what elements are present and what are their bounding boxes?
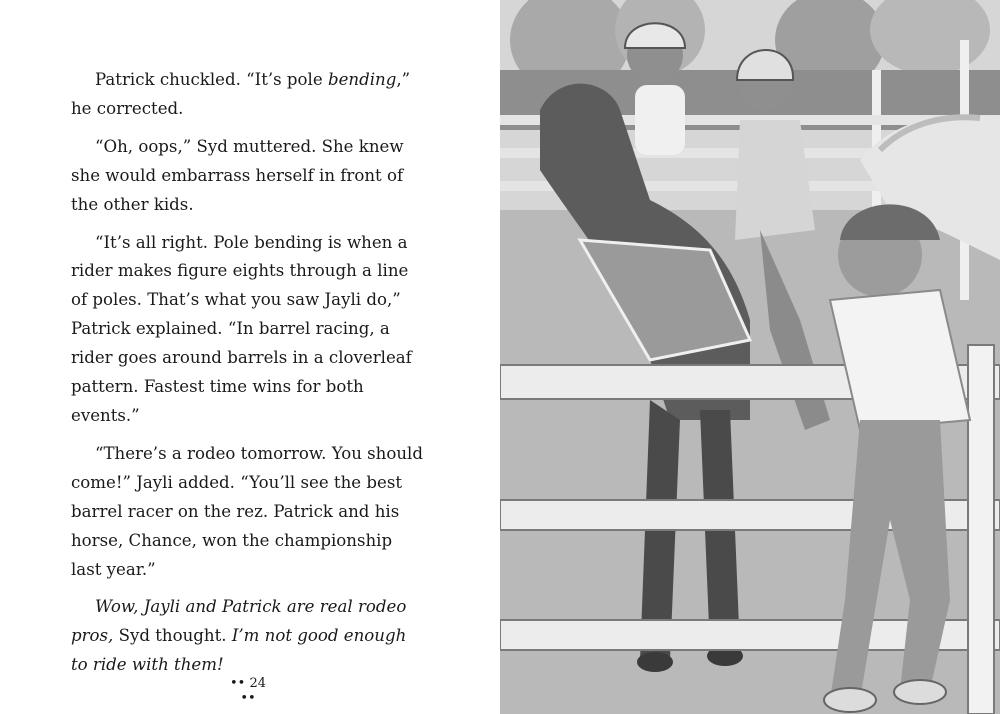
girl-shoe [894, 680, 946, 704]
text-span: “There’s a rodeo tomorrow. You should come!” Jayli added. “You’ll see the best barrel racer on the rez. Patrick and his horse, Chance, won the championship last year.” [71, 443, 423, 579]
fence-post [968, 345, 994, 714]
text-span: “It’s all right. Pole bending is when a rider makes figure eights through a line of poles. That’s what you saw Jayli do,” Patrick explained. “In barrel racing, a rider goes around barrels in a cloverleaf pattern. Fastest time wins for both events.” [71, 232, 412, 425]
italic-text: I’m not good enough to ride with them! [71, 626, 407, 675]
paragraph-p2 [71, 133, 426, 220]
page-number: •• 24 •• [229, 676, 266, 706]
italic-text: bending [327, 70, 397, 89]
paragraph-p3 [71, 229, 426, 431]
text-span: ,” he corrected. [71, 70, 411, 118]
illustration-art [500, 0, 1000, 714]
illustration [500, 0, 1000, 714]
rider-body [635, 85, 685, 155]
paragraph-p5 [71, 593, 426, 680]
paragraph-p4 [71, 440, 426, 585]
text-span: Syd thought. [113, 626, 232, 646]
girl-shoe [824, 688, 876, 712]
text-span: Patrick chuckled. “It’s pole [95, 70, 328, 89]
text-span: “Oh, oops,” Syd muttered. She knew she would embarrass herself in front of the other kids. [71, 136, 404, 214]
horse-hoof [637, 652, 673, 672]
italic-text: Wow, Jayli and Patrick are real rodeo pros, [71, 597, 407, 646]
body-text [71, 66, 426, 689]
paragraph-p1 [71, 66, 426, 124]
